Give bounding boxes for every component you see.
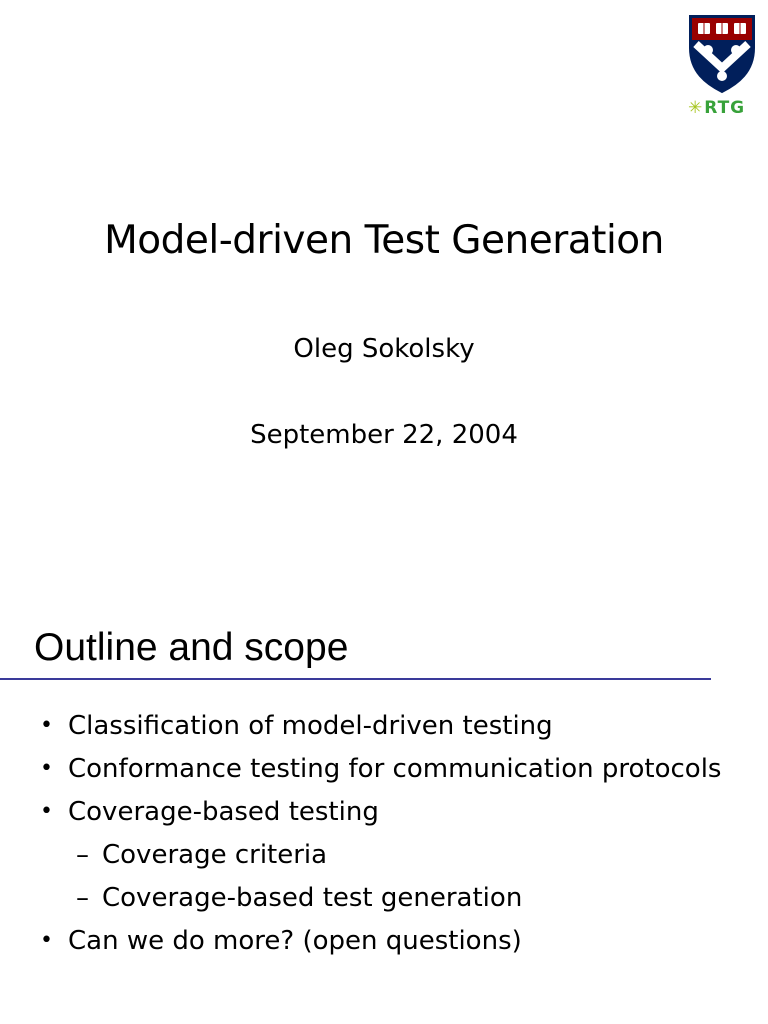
bullet-marker: •: [40, 756, 53, 781]
outline-list: [0, 708, 768, 966]
bullet-text: Classification of model-driven testing: [68, 711, 553, 741]
heading-divider: [0, 678, 711, 680]
sub-list-item: [0, 880, 768, 916]
dash-marker: –: [76, 883, 89, 913]
presentation-date: September 22, 2004: [250, 420, 518, 450]
bullet-text: Coverage-based testing: [68, 797, 379, 827]
slide-title: Model-driven Test Generation: [104, 218, 664, 263]
sub-list-item: [0, 837, 768, 873]
penn-shield-icon: [688, 14, 756, 94]
author-name: Oleg Sokolsky: [293, 334, 475, 364]
rtg-text: RTG: [704, 98, 746, 118]
bullet-marker: •: [40, 799, 53, 824]
list-item: [0, 751, 768, 787]
outline-slide: [0, 600, 768, 1024]
bullet-text: Conformance testing for communication protocols: [68, 754, 722, 784]
penn-rtg-logo: [688, 14, 756, 118]
bullet-marker: •: [40, 928, 53, 953]
bullet-text: Coverage criteria: [102, 840, 328, 870]
dash-marker: –: [76, 840, 89, 870]
outline-heading: Outline and scope: [34, 626, 349, 669]
bullet-marker: •: [40, 713, 53, 738]
list-item: [0, 923, 768, 959]
rtg-wordmark: [688, 98, 768, 118]
list-item: [0, 708, 768, 744]
bullet-text: Coverage-based test generation: [102, 883, 523, 913]
list-item: [0, 794, 768, 830]
bullet-text: Can we do more? (open questions): [68, 926, 522, 956]
star-icon: ✳: [688, 98, 704, 118]
